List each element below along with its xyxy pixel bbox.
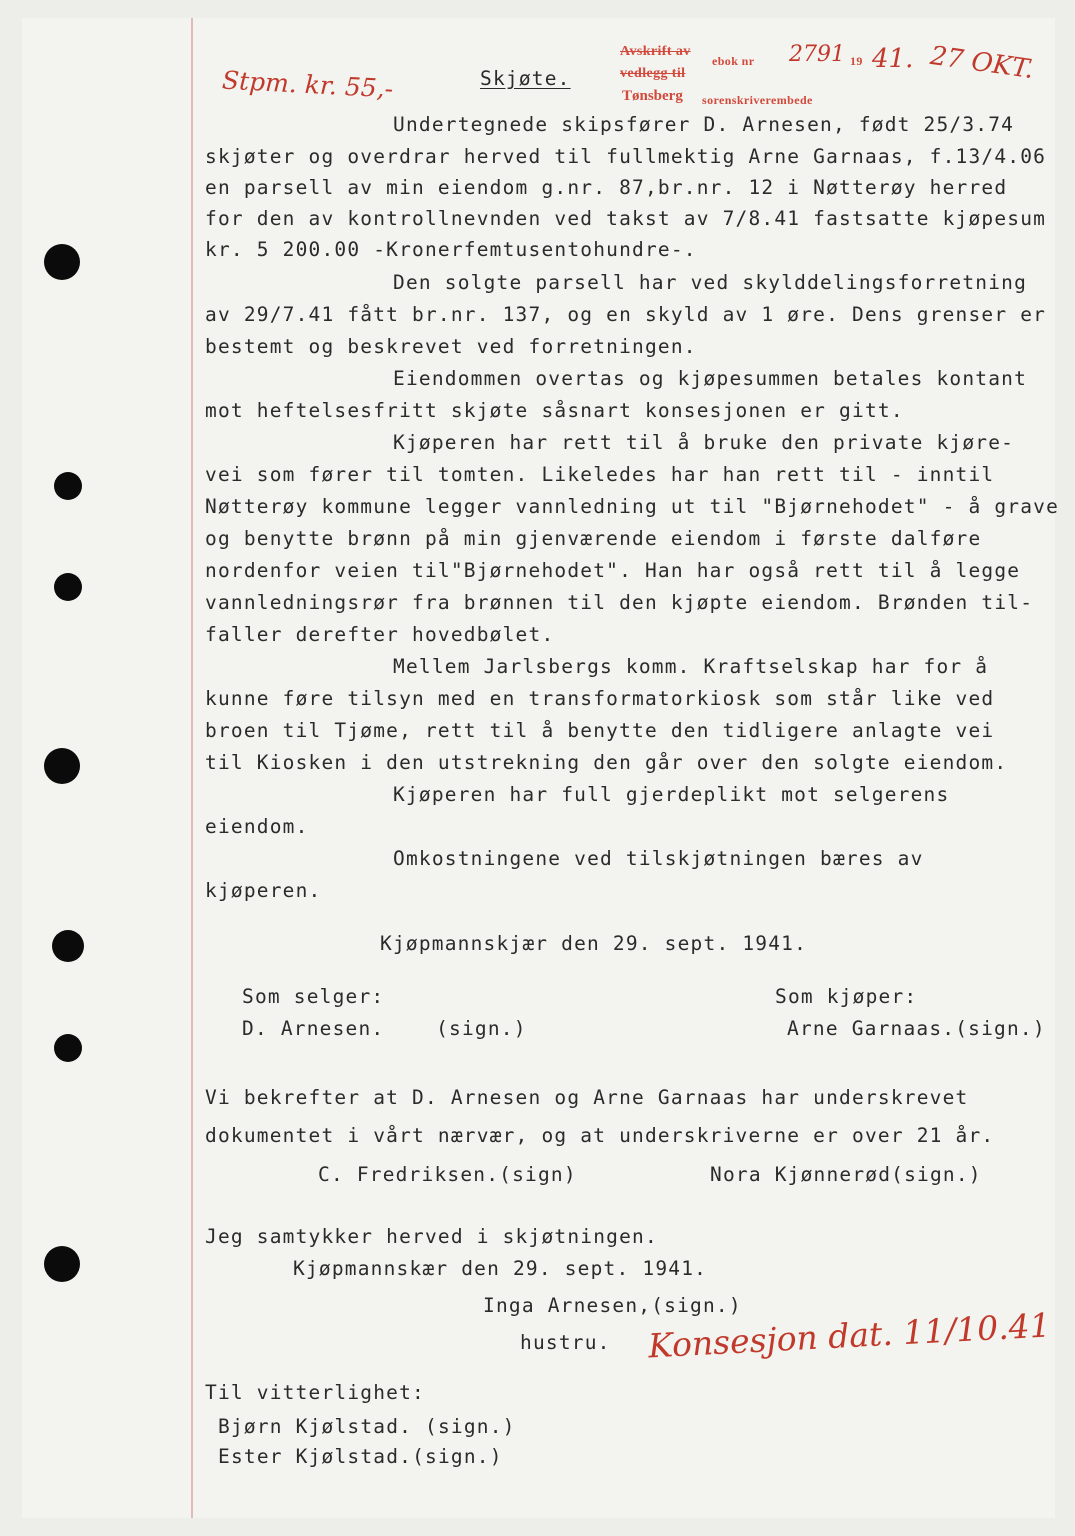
text-line: eiendom. [205, 815, 309, 838]
text-line: av 29/7.41 fått br.nr. 137, og en skyld av 1 øre. Dens grenser er [205, 303, 1047, 326]
margin-note: Stpm. kr. 55,- [221, 65, 394, 104]
text-line: kunne føre tilsyn med en transformatorkiosk som står like ved [205, 687, 995, 710]
text-line: for den av kontrollnevnden ved takst av 7/8.41 fastsatte kjøpesum [205, 207, 1047, 230]
text-line: faller derefter hovedbølet. [205, 623, 555, 646]
stamp-number: 2791 [789, 42, 845, 67]
stamp-year-prefix: 19 [850, 54, 863, 68]
spouse-role: hustru. [520, 1331, 611, 1354]
stamp-line2: vedlegg til [620, 66, 686, 81]
text-line: Omkostningene ved tilskjøtningen bæres av [393, 847, 924, 870]
buyer-signature: Arne Garnaas.(sign.) [787, 1017, 1046, 1040]
text-line: Nøtterøy kommune legger vannledning ut til "Bjørnehodet" - å grave [205, 495, 1060, 518]
text-line: kjøperen. [205, 879, 322, 902]
attest-signature: Ester Kjølstad.(sign.) [218, 1445, 503, 1468]
punch-hole [52, 930, 84, 962]
stamp-line3a: Tønsberg [622, 88, 683, 104]
text-line: en parsell av min eiendom g.nr. 87,br.nr. 12 i Nøtterøy herred [205, 176, 1008, 199]
punch-hole [54, 1034, 82, 1062]
stamp-line3b: sorenskriverembede [702, 93, 813, 107]
buyer-label: Som kjøper: [775, 985, 918, 1008]
punch-hole [44, 244, 80, 280]
text-line: mot heftelsesfritt skjøte såsnart konsesjonen er gitt. [205, 399, 904, 422]
text-line: Eiendommen overtas og kjøpesummen betales kontant [393, 367, 1028, 390]
text-line: vei som fører til tomten. Likeledes har han rett til - inntil [205, 463, 995, 486]
punch-hole [54, 573, 82, 601]
text-line: nordenfor veien til"Bjørnehodet". Han har også rett til å legge [205, 559, 1021, 582]
text-line: og benytte brønn på min gjenværende eiendom i første dalføre [205, 527, 982, 550]
text-line: bestemt og beskrevet ved forretningen. [205, 335, 697, 358]
stamp-date: 27 OKT. [928, 40, 1036, 86]
punch-hole [44, 748, 80, 784]
attest-label: Til vitterlighet: [205, 1381, 425, 1404]
text-line: Kjøperen har rett til å bruke den private kjøre- [393, 431, 1015, 454]
place-date: Kjøpmannskjær den 29. sept. 1941. [380, 932, 808, 955]
text-line: Undertegnede skipsfører D. Arnesen, født 25/3.74 [393, 113, 1015, 136]
text-line: Den solgte parsell har ved skylddelingsforretning [393, 271, 1028, 294]
place-date: Kjøpmannskær den 29. sept. 1941. [293, 1257, 708, 1280]
stamp-line1a: Avskrift av [620, 44, 691, 59]
witness-signature: Nora Kjønnerød(sign.) [710, 1163, 982, 1186]
seller-signature: D. Arnesen. (sign.) [242, 1017, 527, 1040]
text-line: til Kiosken i den utstrekning den går over den solgte eiendom. [205, 751, 1008, 774]
concession-note: Konsesjon dat. 11/10.41 [647, 1305, 1052, 1366]
consent-text: Jeg samtykker herved i skjøtningen. [205, 1225, 658, 1248]
stamp-line1b: ebok nr [712, 54, 755, 68]
text-line: broen til Tjøme, rett til å benytte den tidligere anlagte vei [205, 719, 995, 742]
text-line: skjøter og overdrar herved til fullmektig Arne Garnaas, f.13/4.06 [205, 145, 1047, 168]
seller-label: Som selger: [242, 985, 385, 1008]
witness-text: dokumentet i vårt nærvær, og at underskriverne er over 21 år. [205, 1124, 995, 1147]
punch-hole [44, 1246, 80, 1282]
stamp-year-suffix: 41. [872, 44, 914, 74]
document-title: Skjøte. [480, 67, 571, 90]
text-line: kr. 5 200.00 -Kronerfemtusentohundre-. [205, 238, 697, 261]
text-line: Mellem Jarlsbergs komm. Kraftselskap har for å [393, 655, 989, 678]
margin-line [191, 18, 193, 1518]
punch-hole [54, 472, 82, 500]
text-line: Kjøperen har full gjerdeplikt mot selgerens [393, 783, 950, 806]
text-line: vannledningsrør fra brønnen til den kjøpte eiendom. Brønden til- [205, 591, 1034, 614]
witness-text: Vi bekrefter at D. Arnesen og Arne Garnaas har underskrevet [205, 1086, 969, 1109]
attest-signature: Bjørn Kjølstad. (sign.) [218, 1415, 516, 1438]
witness-signature: C. Fredriksen.(sign) [318, 1163, 577, 1186]
spouse-signature: Inga Arnesen,(sign.) [483, 1294, 742, 1317]
